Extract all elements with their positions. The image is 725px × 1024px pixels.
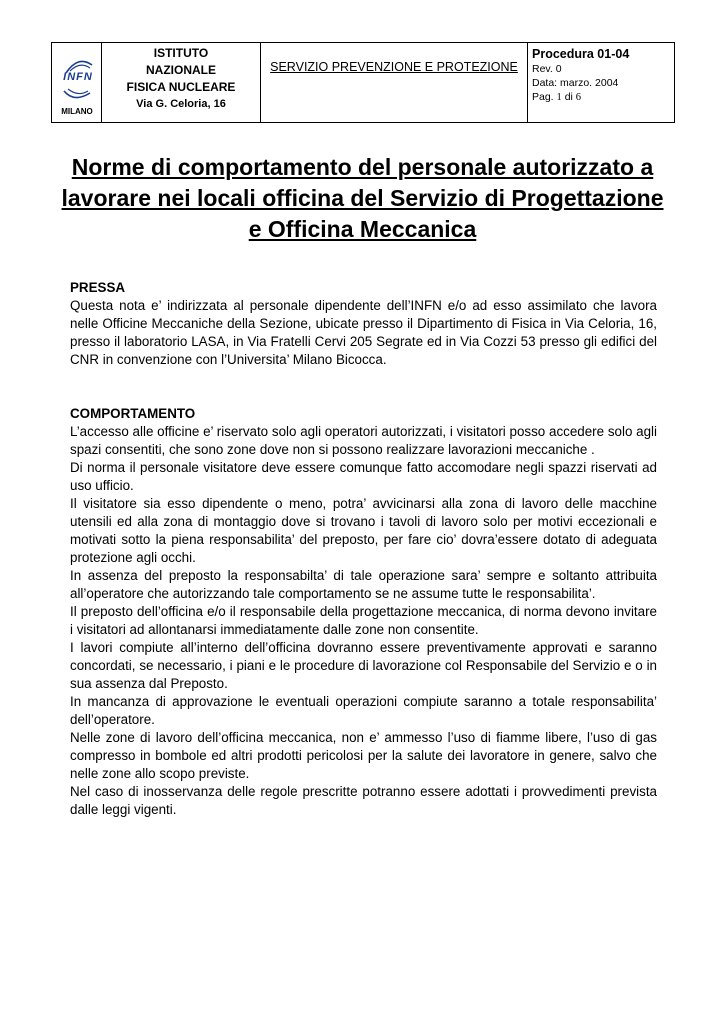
- page-separator: di: [561, 91, 576, 103]
- document-header: [51, 42, 675, 123]
- section-pressa: [70, 279, 657, 369]
- page-total: 6: [575, 92, 582, 103]
- institute-address: Via G. Celoria, 16: [136, 98, 226, 110]
- logo-text: INFN: [63, 71, 93, 83]
- section-heading: PRESSA: [70, 280, 126, 295]
- procedure-date: Data: marzo. 2004: [532, 77, 619, 89]
- paragraph: Nelle zone di lavoro dell’officina meccanica, non e’ ammesso l’uso di fiamme libere, l’uso di gas compresso in bombole ed altri prodotti pericolosi per la salute dei lavoratore in genere, salvo che nelle zone allo scopo previste.: [70, 730, 657, 781]
- section-spacer: [70, 369, 657, 405]
- procedure-revision: Rev. 0: [532, 63, 562, 75]
- institute-line: NAZIONALE: [146, 63, 216, 77]
- paragraph: Il visitatore sia esso dipendente o meno, potra’ avvicinarsi alla zona di lavoro delle macchine utensili ed alla zona di montaggio dove si trovano i tavoli di lavoro solo per motivi eccezionali e motivati sotto la piena responsabilita’ del preposto, per fare cio’ dovra’essere dotato di adeguata protezione agli occhi.: [70, 496, 657, 565]
- section-comportamento: [70, 405, 657, 819]
- paragraph: Nel caso di inosservanza delle regole prescritte potranno essere adottati i provvedimenti prevista dalle leggi vigenti.: [70, 784, 657, 817]
- document-body: [70, 279, 657, 819]
- logo-city: MILANO: [61, 107, 93, 116]
- paragraph: In mancanza di approvazione le eventuali operazioni compiute saranno a totale responsabilita’ dell’operatore.: [70, 694, 657, 727]
- paragraph: Il preposto dell’officina e/o il responsabile della progettazione meccanica, di norma devono invitare i visitatori ad allontanarsi immediatamente dalle zone non consentite.: [70, 604, 657, 637]
- logo-cell: [52, 43, 102, 122]
- service-cell: [261, 43, 528, 122]
- paragraph: In assenza del preposto la responsabilta’ di tale operazione sara’ sempre e soltanto attribuita all’operatore che autorizzando tale comportamento se ne assume tutte le responsabilita’.: [70, 568, 657, 601]
- section-heading: COMPORTAMENTO: [70, 406, 196, 421]
- paragraph: L’accesso alle officine e’ riservato solo agli operatori autorizzati, i visitatori posso accedere solo agli spazi consentiti, che sono zone dove non si possono realizzare lavorazioni meccaniche .: [70, 424, 657, 457]
- institute-line: ISTITUTO: [153, 46, 209, 60]
- service-name: SERVIZIO PREVENZIONE E PROTEZIONE: [270, 60, 518, 74]
- institute-line: FISICA NUCLEARE: [126, 80, 236, 94]
- procedure-title: Procedura 01-04: [532, 47, 630, 61]
- page-current: 1: [556, 92, 562, 103]
- procedure-page: [532, 90, 674, 105]
- paragraph: Questa nota e’ indirizzata al personale dipendente dell’INFN e/o ad esso assimilato che lavora nelle Officine Meccaniche della Sezione, ubicate presso il Dipartimento di Fisica in Via Celoria, 16, presso il laboratorio LASA, in Via Fratelli Cervi 205 Segrate ed in Via Cozzi 53 presso gli edifici del CNR in convenzione con l’Universita’ Milano Bicocca.: [70, 298, 657, 367]
- paragraph: Di norma il personale visitatore deve essere comunque fatto accomodare negli spazzi riservati ad uso ufficio.: [70, 460, 657, 493]
- page-prefix: Pag.: [532, 91, 557, 103]
- document-title: Norme di comportamento del personale autorizzato a lavorare nei locali officina del Servizio di Progettazione e Officina Meccanica: [61, 154, 664, 242]
- institute-cell: [102, 43, 261, 122]
- procedure-cell: [528, 43, 674, 122]
- paragraph: I lavori compiute all’interno dell’officina dovranno essere preventivamente approvati e saranno concordati, se necessario, i piani e le procedure di lavorazione col Responsabile del Servizio e o in sua assenza dal Preposto.: [70, 640, 657, 691]
